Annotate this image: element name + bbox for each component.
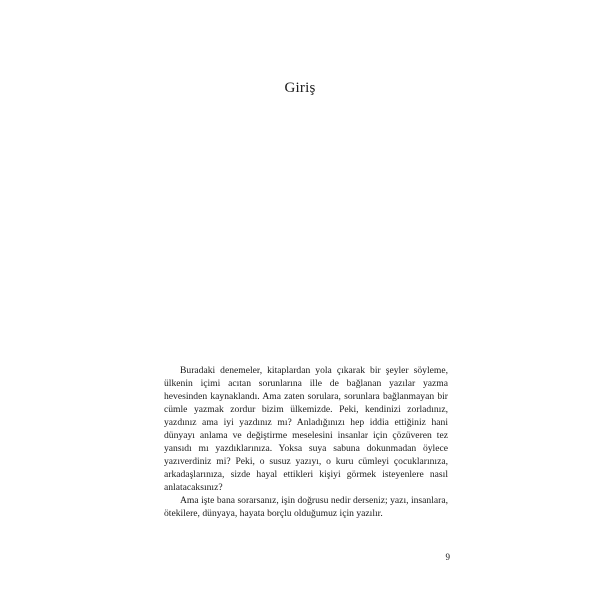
chapter-heading: Giriş <box>284 80 316 96</box>
paragraph-2: Ama işte bana sorarsanız, işin doğrusu nedir derseniz; yazı, insanlara, ötekilere, dünyaya, hayata borçlu olduğumuz için yazılır. <box>164 495 448 519</box>
page-number: 9 <box>445 552 450 562</box>
body-text <box>164 364 448 520</box>
paragraph-1: Buradaki denemeler, kitaplardan yola çıkarak bir şeyler söyleme, ülkenin içimi acıtan sorunlarına ille de bağlanan yazılar yazma hevesinden kaynaklandı. Ama zaten sorulara, sorunlara bağlanmayan bir cümle yazmak zordur bizim ülkemizde. Peki, kendinizi zorladınız, yazdınız ama iyi yazdınız mı? Anladığınızı hep iddia ettiğiniz hani dünyayı anlama ve değiştirme meselesini insanlar için çözüveren tez yansıdı mı yazdıklarınıza. Yoksa suya sabuna dokunmadan öylece yazıverdiniz mi? Peki, o susuz yazıyı, o kuru cümleyi çocuklarınıza, arkadaşlarınıza, sizde hayal ettikleri kişiyi görmek isteyenlere nasıl anlatacaksınız? <box>164 365 448 493</box>
